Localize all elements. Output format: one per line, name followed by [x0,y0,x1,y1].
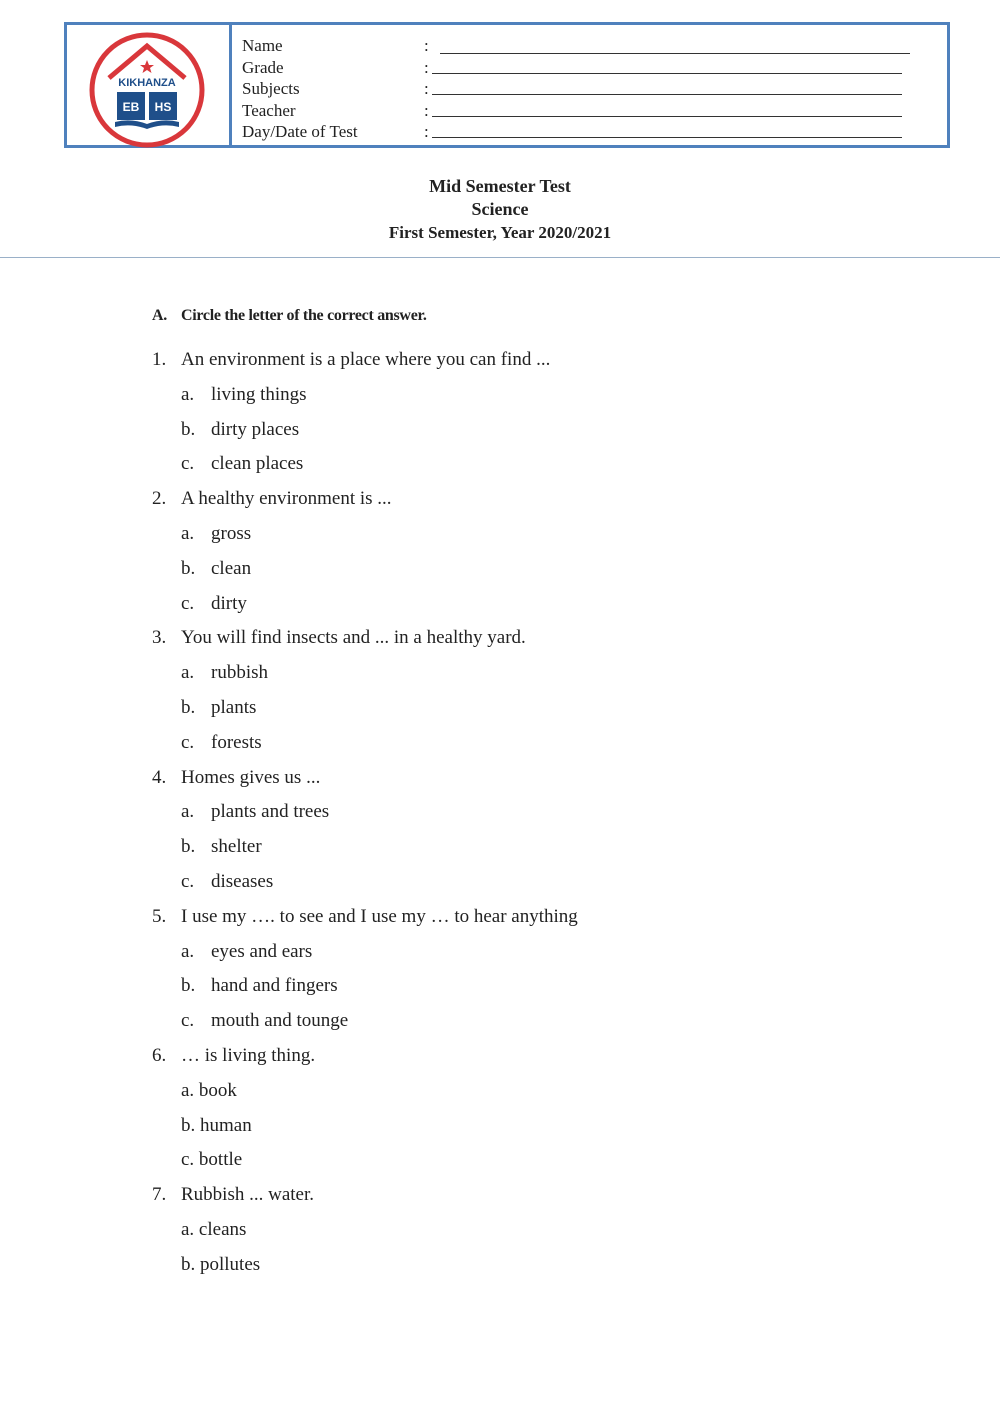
option-text: diseases [211,870,274,892]
field-label: Teacher [242,100,296,120]
question-6 [152,1041,852,1076]
option-letter: c. [181,1010,195,1032]
option-4c[interactable] [152,867,852,902]
option-text: a. book [181,1079,237,1101]
option-letter: a. [181,522,195,544]
option-letter: b. [181,557,196,579]
title-divider [0,257,1000,258]
field-label: Name [242,36,283,55]
option-text: forests [211,731,262,753]
question-1 [152,345,852,380]
question-number: 6. [152,1044,167,1066]
test-title [0,175,1000,244]
question-4 [152,763,852,798]
option-letter: b. [181,836,196,858]
question-2 [152,484,852,519]
section-heading [152,307,427,325]
option-2a[interactable] [152,519,852,554]
option-letter: b. [181,696,196,718]
grade-input-line[interactable] [432,73,902,74]
option-3b[interactable] [152,693,852,728]
option-text: shelter [211,836,262,858]
field-date [242,121,942,143]
option-letter: a. [181,940,195,962]
question-text: I use my …. to see and I use my … to hear anything [181,905,578,927]
title-subject: Science [471,199,529,219]
field-colon: : [424,122,429,141]
option-7a[interactable] [152,1215,852,1250]
option-letter: c. [181,453,195,475]
option-text: a. cleans [181,1218,247,1240]
field-label: Subjects [242,79,300,98]
option-letter: a. [181,662,195,684]
title-main: Mid Semester Test [429,176,571,196]
field-label: Day/Date of Test [242,122,358,141]
header-divider [229,25,232,145]
option-letter: c. [181,592,195,614]
field-name [242,35,942,57]
option-7b[interactable] [152,1250,852,1285]
field-grade [242,57,942,79]
info-fields [242,35,942,143]
option-3a[interactable] [152,658,852,693]
option-4a[interactable] [152,797,852,832]
question-number: 7. [152,1184,167,1206]
student-info-header [64,22,950,148]
option-letter: c. [181,870,195,892]
option-2c[interactable] [152,589,852,624]
option-text: clean [211,557,252,579]
option-5a[interactable] [152,937,852,972]
question-3 [152,623,852,658]
section-instruction: Circle the letter of the correct answer. [181,307,427,324]
name-input-line[interactable] [440,53,910,54]
subjects-input-line[interactable] [432,94,902,95]
question-text: An environment is a place where you can find ... [181,349,551,370]
field-colon: : [424,100,429,120]
option-6a[interactable] [152,1076,852,1111]
logo-brand-text: KIKHANZA [118,77,176,89]
option-text: dirty places [211,418,300,440]
option-text: plants [211,696,257,718]
option-text: b. human [181,1114,252,1136]
question-7 [152,1180,852,1215]
option-letter: b. [181,418,196,440]
option-1b[interactable] [152,415,852,450]
field-colon: : [424,57,429,77]
option-text: eyes and ears [211,940,313,962]
logo-book-right-text: HS [154,100,172,114]
option-1c[interactable] [152,449,852,484]
question-list [152,345,852,1285]
option-text: b. pollutes [181,1253,261,1275]
option-text: dirty [211,592,247,614]
option-text: gross [211,522,252,544]
section-letter: A. [152,307,167,324]
option-text: clean places [211,453,304,475]
question-text: Homes gives us ... [181,766,321,788]
option-text: plants and trees [211,801,330,823]
option-text: mouth and tounge [211,1010,349,1032]
option-letter: b. [181,975,196,997]
option-5c[interactable] [152,1006,852,1041]
question-number: 5. [152,905,167,927]
option-4b[interactable] [152,832,852,867]
option-letter: c. [181,731,195,753]
option-6c[interactable] [152,1145,852,1180]
field-colon: : [424,36,429,55]
option-3c[interactable] [152,728,852,763]
option-letter: a. [181,383,195,405]
option-1a[interactable] [152,380,852,415]
question-number: 3. [152,627,167,649]
option-text: c. bottle [181,1149,243,1171]
school-logo [87,32,207,148]
logo-book-left-text: EB [122,100,140,114]
option-text: rubbish [211,662,268,684]
option-6b[interactable] [152,1111,852,1146]
option-letter: a. [181,801,195,823]
title-semester: First Semester, Year 2020/2021 [388,223,612,242]
field-colon: : [424,79,429,98]
question-text: Rubbish ... water. [181,1184,314,1206]
question-text: You will find insects and ... in a healthy yard. [181,627,526,649]
question-text: … is living thing. [181,1044,316,1066]
question-number: 4. [152,766,167,788]
teacher-input-line[interactable] [432,116,902,117]
question-text: A healthy environment is ... [181,488,392,510]
option-text: living things [211,383,307,405]
question-number: 2. [152,488,167,510]
question-number: 1. [152,349,167,370]
option-2b[interactable] [152,554,852,589]
option-5b[interactable] [152,971,852,1006]
field-subjects [242,78,942,100]
field-label: Grade [242,57,284,77]
field-teacher [242,100,942,122]
option-text: hand and fingers [211,975,338,997]
question-5 [152,902,852,937]
date-input-line[interactable] [432,137,902,138]
